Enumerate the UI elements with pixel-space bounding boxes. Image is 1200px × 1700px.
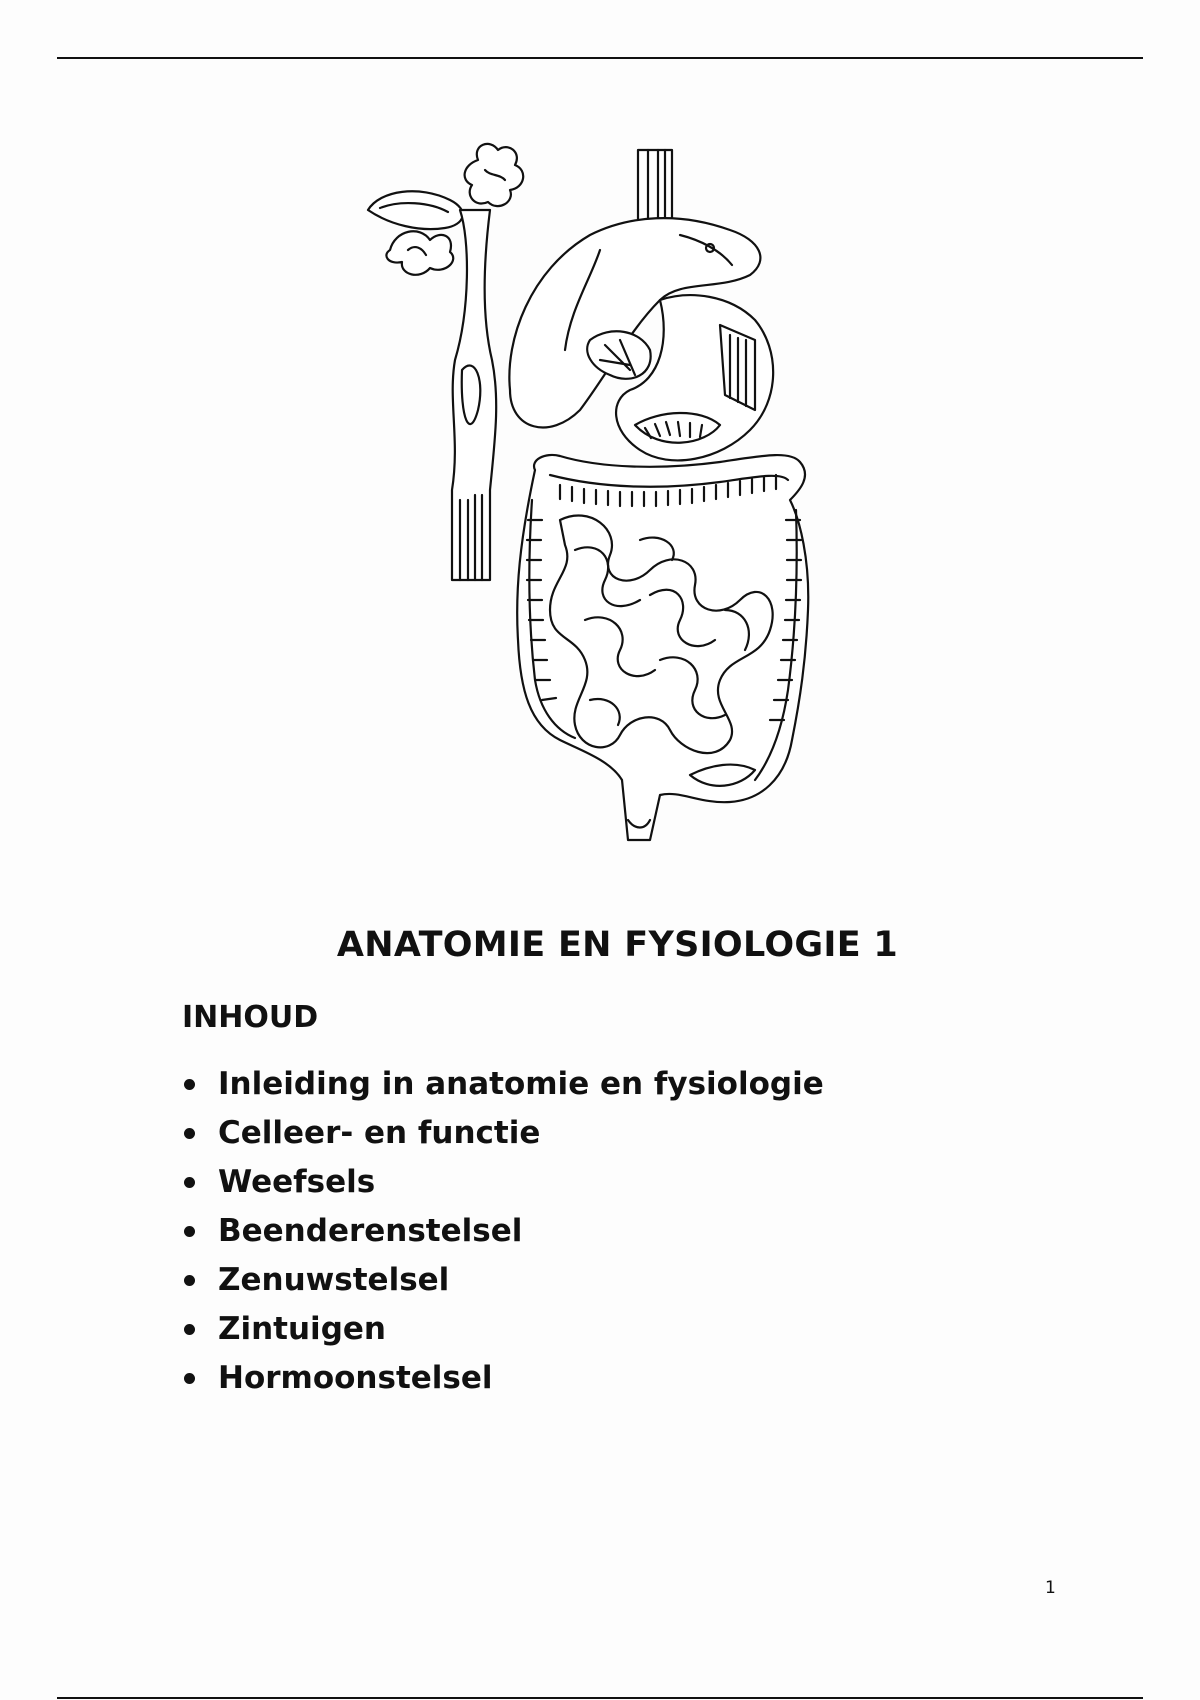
bullet-icon xyxy=(184,1128,195,1139)
toc-item xyxy=(182,1354,824,1403)
document-title: ANATOMIE EN FYSIOLOGIE 1 xyxy=(336,925,899,965)
toc-item xyxy=(182,1305,824,1354)
bullet-icon xyxy=(184,1079,195,1090)
toc-item-label: Hormoonstelsel xyxy=(218,1360,493,1396)
toc-item xyxy=(182,1256,824,1305)
bullet-icon xyxy=(184,1226,195,1237)
toc-item xyxy=(182,1060,824,1109)
bottom-rule xyxy=(57,1697,1143,1699)
salivary-gland-drawing xyxy=(368,144,523,275)
top-rule xyxy=(57,57,1143,59)
toc-item xyxy=(182,1158,824,1207)
table-of-contents xyxy=(182,1060,824,1403)
toc-item-label: Inleiding in anatomie en fysiologie xyxy=(218,1066,824,1102)
toc-item xyxy=(182,1109,824,1158)
bullet-icon xyxy=(184,1324,195,1335)
digestive-system-illustration xyxy=(360,140,880,900)
bullet-icon xyxy=(184,1373,195,1384)
toc-item xyxy=(182,1207,824,1256)
section-heading: INHOUD xyxy=(182,1000,319,1035)
esophagus-drawing xyxy=(452,210,496,580)
page-number: 1 xyxy=(1045,1578,1056,1598)
toc-item-label: Weefsels xyxy=(218,1164,376,1200)
esophagus-upper-tube xyxy=(638,150,672,222)
toc-item-label: Beenderenstelsel xyxy=(218,1213,523,1249)
toc-item-label: Zintuigen xyxy=(218,1311,386,1347)
toc-item-label: Celleer- en functie xyxy=(218,1115,541,1151)
toc-item-label: Zenuwstelsel xyxy=(218,1262,450,1298)
bullet-icon xyxy=(184,1275,195,1286)
bullet-icon xyxy=(184,1177,195,1188)
